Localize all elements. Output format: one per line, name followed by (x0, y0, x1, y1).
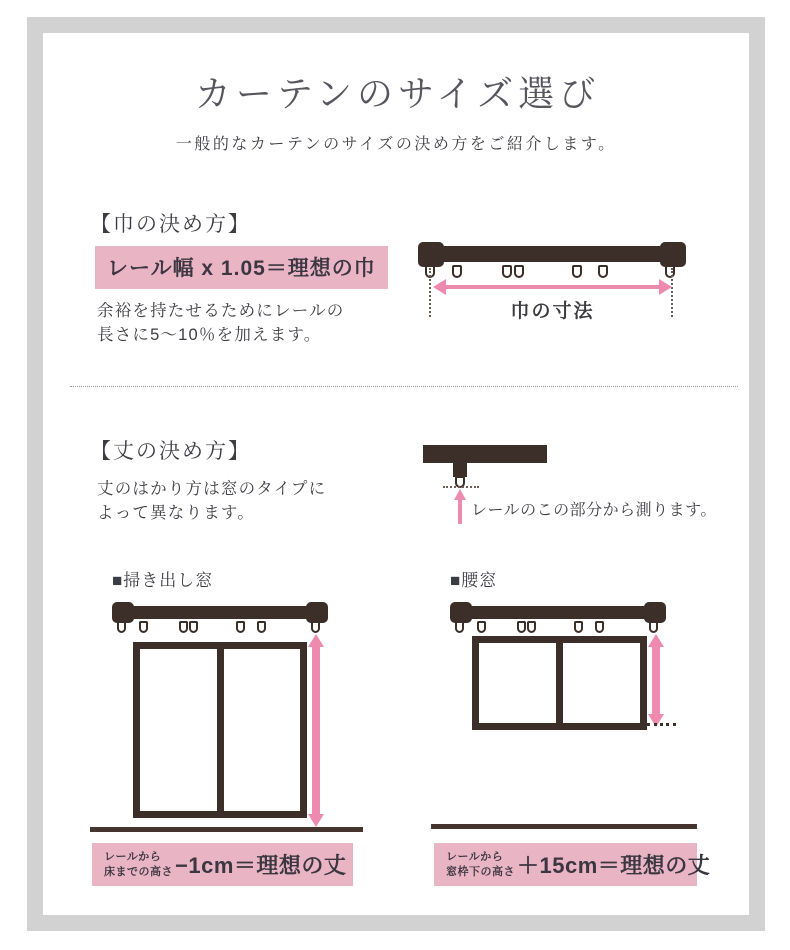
rail-runner (189, 621, 198, 633)
arrow-shaft (312, 645, 320, 816)
arrow-head-down (308, 814, 324, 827)
rail-runner (649, 621, 658, 633)
rail-runner (477, 621, 486, 633)
rail-runner (117, 621, 126, 633)
waist-window-height-arrow (648, 634, 664, 727)
rail-runner (517, 621, 526, 633)
rail-runner (257, 621, 266, 633)
rail-bar (428, 246, 676, 262)
window-mullion (556, 643, 563, 723)
floor-window-frame (133, 642, 307, 818)
page-subtitle: 一般的なカーテンのサイズの決め方をご紹介します。 (175, 136, 617, 153)
rail-endcap-right (644, 602, 666, 623)
curtain-rail-illustration (418, 242, 686, 282)
rail-endcap-left (450, 602, 472, 623)
width-section-heading: 【巾の決め方】 (90, 213, 251, 236)
rail-side-view-illustration (423, 445, 547, 490)
rail-side-stem (453, 462, 467, 477)
formula-main: −1cm＝理想の丈 (175, 853, 347, 878)
floor-line (431, 824, 697, 829)
rail-runner (514, 265, 524, 278)
width-arrow (433, 279, 672, 295)
formula-prefix (446, 850, 515, 879)
waist-window-frame (472, 636, 647, 730)
waist-window-dotted-line (647, 723, 676, 726)
waist-window-formula (434, 843, 711, 886)
width-description-line2: 長さに5〜10％を加えます。 (97, 326, 322, 344)
section-divider (70, 386, 738, 387)
width-guide-dotted-left (429, 268, 431, 317)
rail-endcap-left (112, 602, 134, 623)
width-description-line1: 余裕を持たせるためにレールの (97, 302, 345, 320)
rail-side-bar (423, 445, 547, 463)
floor-window-rail-illustration (112, 602, 328, 634)
rail-runner (236, 621, 245, 633)
rail-runner (665, 265, 675, 278)
floor-line (90, 827, 363, 832)
measure-note: レールのこの部分から測ります。 (471, 502, 717, 519)
length-section-heading: 【丈の決め方】 (90, 440, 251, 463)
waist-window-rail-illustration (450, 602, 666, 634)
floor-window-label: ■掃き出し窓 (112, 571, 214, 590)
width-description (97, 299, 344, 347)
rail-runner (574, 621, 583, 633)
formula-prefix-line1: レールから (446, 851, 504, 864)
arrow-shaft (443, 285, 662, 289)
rail-endcap-right (306, 602, 328, 623)
arrow-head-right (659, 279, 672, 295)
rail-runner (502, 265, 512, 278)
rail-runner (139, 621, 148, 633)
rail-runner (598, 265, 608, 278)
length-description-line2: よって異なります。 (97, 504, 255, 522)
width-arrow-caption: 巾の寸法 (510, 301, 595, 322)
rail-bar (460, 606, 656, 619)
rail-runner (595, 621, 604, 633)
rail-runner (455, 621, 464, 633)
measure-point-dotted-line (443, 486, 479, 488)
formula-prefix-line2: 床までの高さ (104, 865, 173, 878)
formula-main: ＋15cm＝理想の丈 (517, 853, 711, 878)
rail-runner (527, 621, 536, 633)
page-title: カーテンのサイズ選び (194, 74, 601, 114)
length-description (97, 477, 326, 525)
length-description-line1: 丈のはかり方は窓のタイプに (97, 480, 327, 498)
width-formula-highlight: レール幅 x 1.05＝理想の巾 (95, 246, 388, 289)
floor-window-formula (92, 843, 353, 886)
rail-endcap-right (660, 242, 686, 267)
window-mullion (217, 649, 224, 811)
rail-endcap-left (418, 242, 444, 267)
rail-bar (122, 606, 318, 619)
rail-runner (572, 265, 582, 278)
arrow-head-left (433, 279, 446, 295)
rail-runner (311, 621, 320, 633)
formula-prefix (104, 850, 173, 879)
measure-point-arrow (454, 489, 466, 524)
waist-window-label: ■腰窓 (450, 571, 498, 590)
formula-prefix-line1: レールから (104, 851, 162, 864)
formula-prefix-line2: 窓枠下の高さ (446, 865, 515, 878)
floor-window-height-arrow (308, 634, 324, 827)
rail-runner (179, 621, 188, 633)
rail-runner (452, 265, 462, 278)
arrow-shaft (652, 645, 660, 716)
arrow-shaft (458, 499, 462, 524)
